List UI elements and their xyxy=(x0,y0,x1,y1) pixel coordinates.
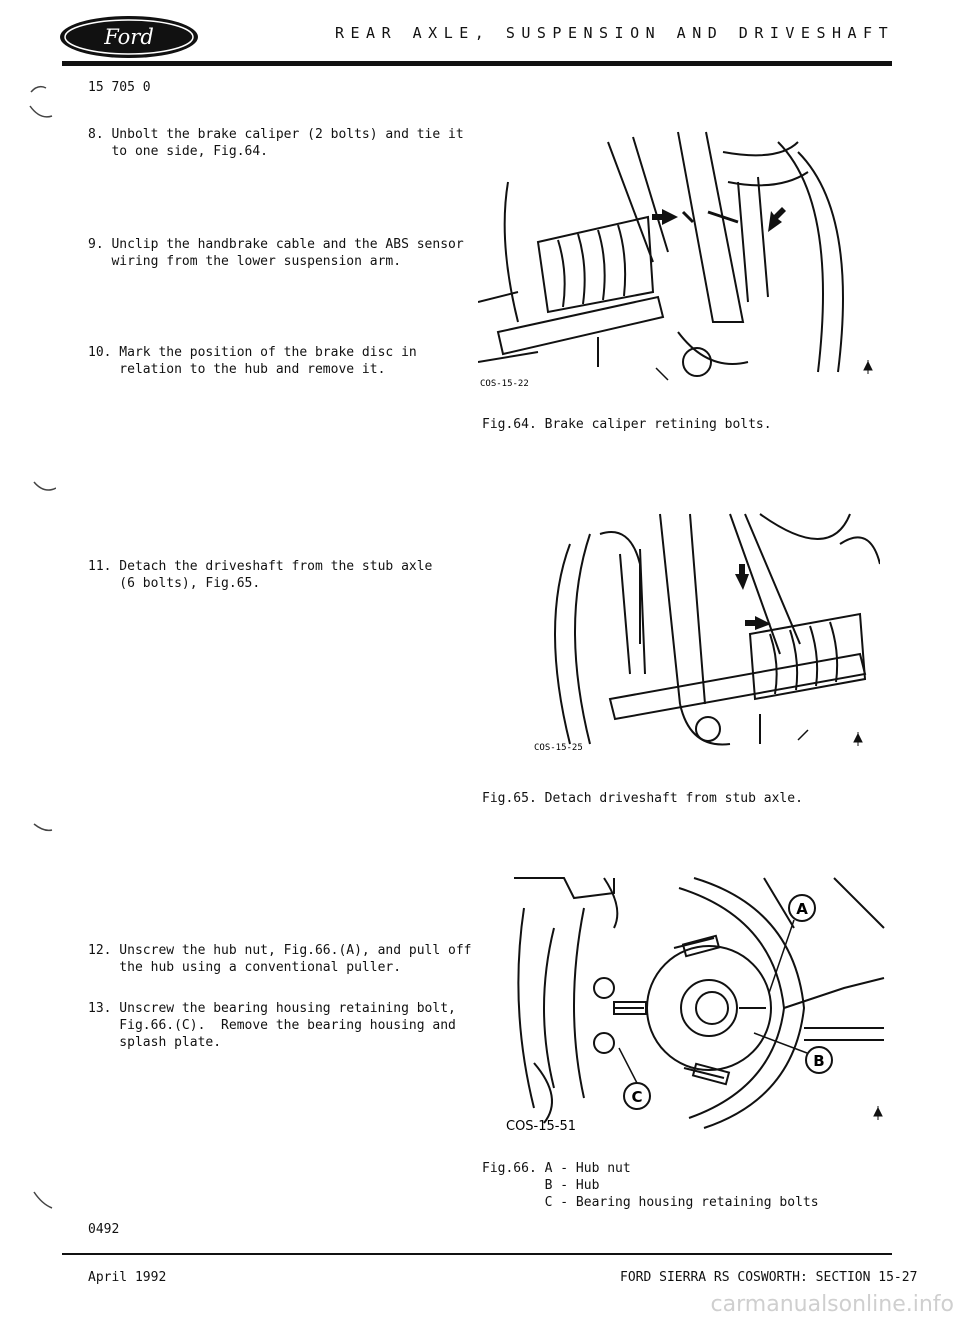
step-12: 12. Unscrew the hub nut, Fig.66.(A), and pull off the hub using a conventional puller. xyxy=(88,943,472,975)
fig64-illustration xyxy=(478,122,878,390)
fig65-illustration xyxy=(530,504,880,756)
step-8: 8. Unbolt the brake caliper (2 bolts) and tie it to one side, Fig.64. xyxy=(88,127,464,159)
fig66-label-b: B xyxy=(813,1052,825,1070)
document-number: 15 705 0 xyxy=(88,80,151,95)
fig66-illustration xyxy=(504,868,888,1134)
fig65-caption: Fig.65. Detach driveshaft from stub axle. xyxy=(482,791,803,806)
fig66-caption: Fig.66. A - Hub nut B - Hub C - Bearing housing retaining bolts xyxy=(482,1161,819,1210)
margin-marks xyxy=(26,80,56,1220)
fig66-label-c: C xyxy=(631,1088,643,1106)
fig64-code: COS-15-22 xyxy=(480,379,529,389)
fig66-label-a: A xyxy=(796,900,808,918)
ford-logo xyxy=(58,14,200,60)
footer-date: April 1992 xyxy=(88,1270,167,1285)
page-number: 0492 xyxy=(88,1222,120,1237)
step-11: 11. Detach the driveshaft from the stub axle (6 bolts), Fig.65. xyxy=(88,559,433,591)
footer-section: FORD SIERRA RS COSWORTH: SECTION 15-27 xyxy=(620,1270,918,1285)
step-9: 9. Unclip the handbrake cable and the ABS sensor wiring from the lower suspension arm. xyxy=(88,237,464,269)
watermark: carmanualsonline.info xyxy=(710,1292,954,1317)
step-13: 13. Unscrew the bearing housing retaining bolt, Fig.66.(C). Remove the bearing housing and splash plate. xyxy=(88,1001,456,1050)
fig66-code: COS-15-51 xyxy=(506,1119,577,1134)
logo-text: Ford xyxy=(104,25,154,49)
fig64-caption: Fig.64. Brake caliper retining bolts. xyxy=(482,417,772,432)
header-rule xyxy=(62,61,892,66)
page-header-title: REAR AXLE, SUSPENSION AND DRIVESHAFT xyxy=(335,24,895,42)
footer-rule xyxy=(62,1253,892,1255)
fig65-code: COS-15-25 xyxy=(534,743,583,753)
step-10: 10. Mark the position of the brake disc in relation to the hub and remove it. xyxy=(88,345,417,377)
